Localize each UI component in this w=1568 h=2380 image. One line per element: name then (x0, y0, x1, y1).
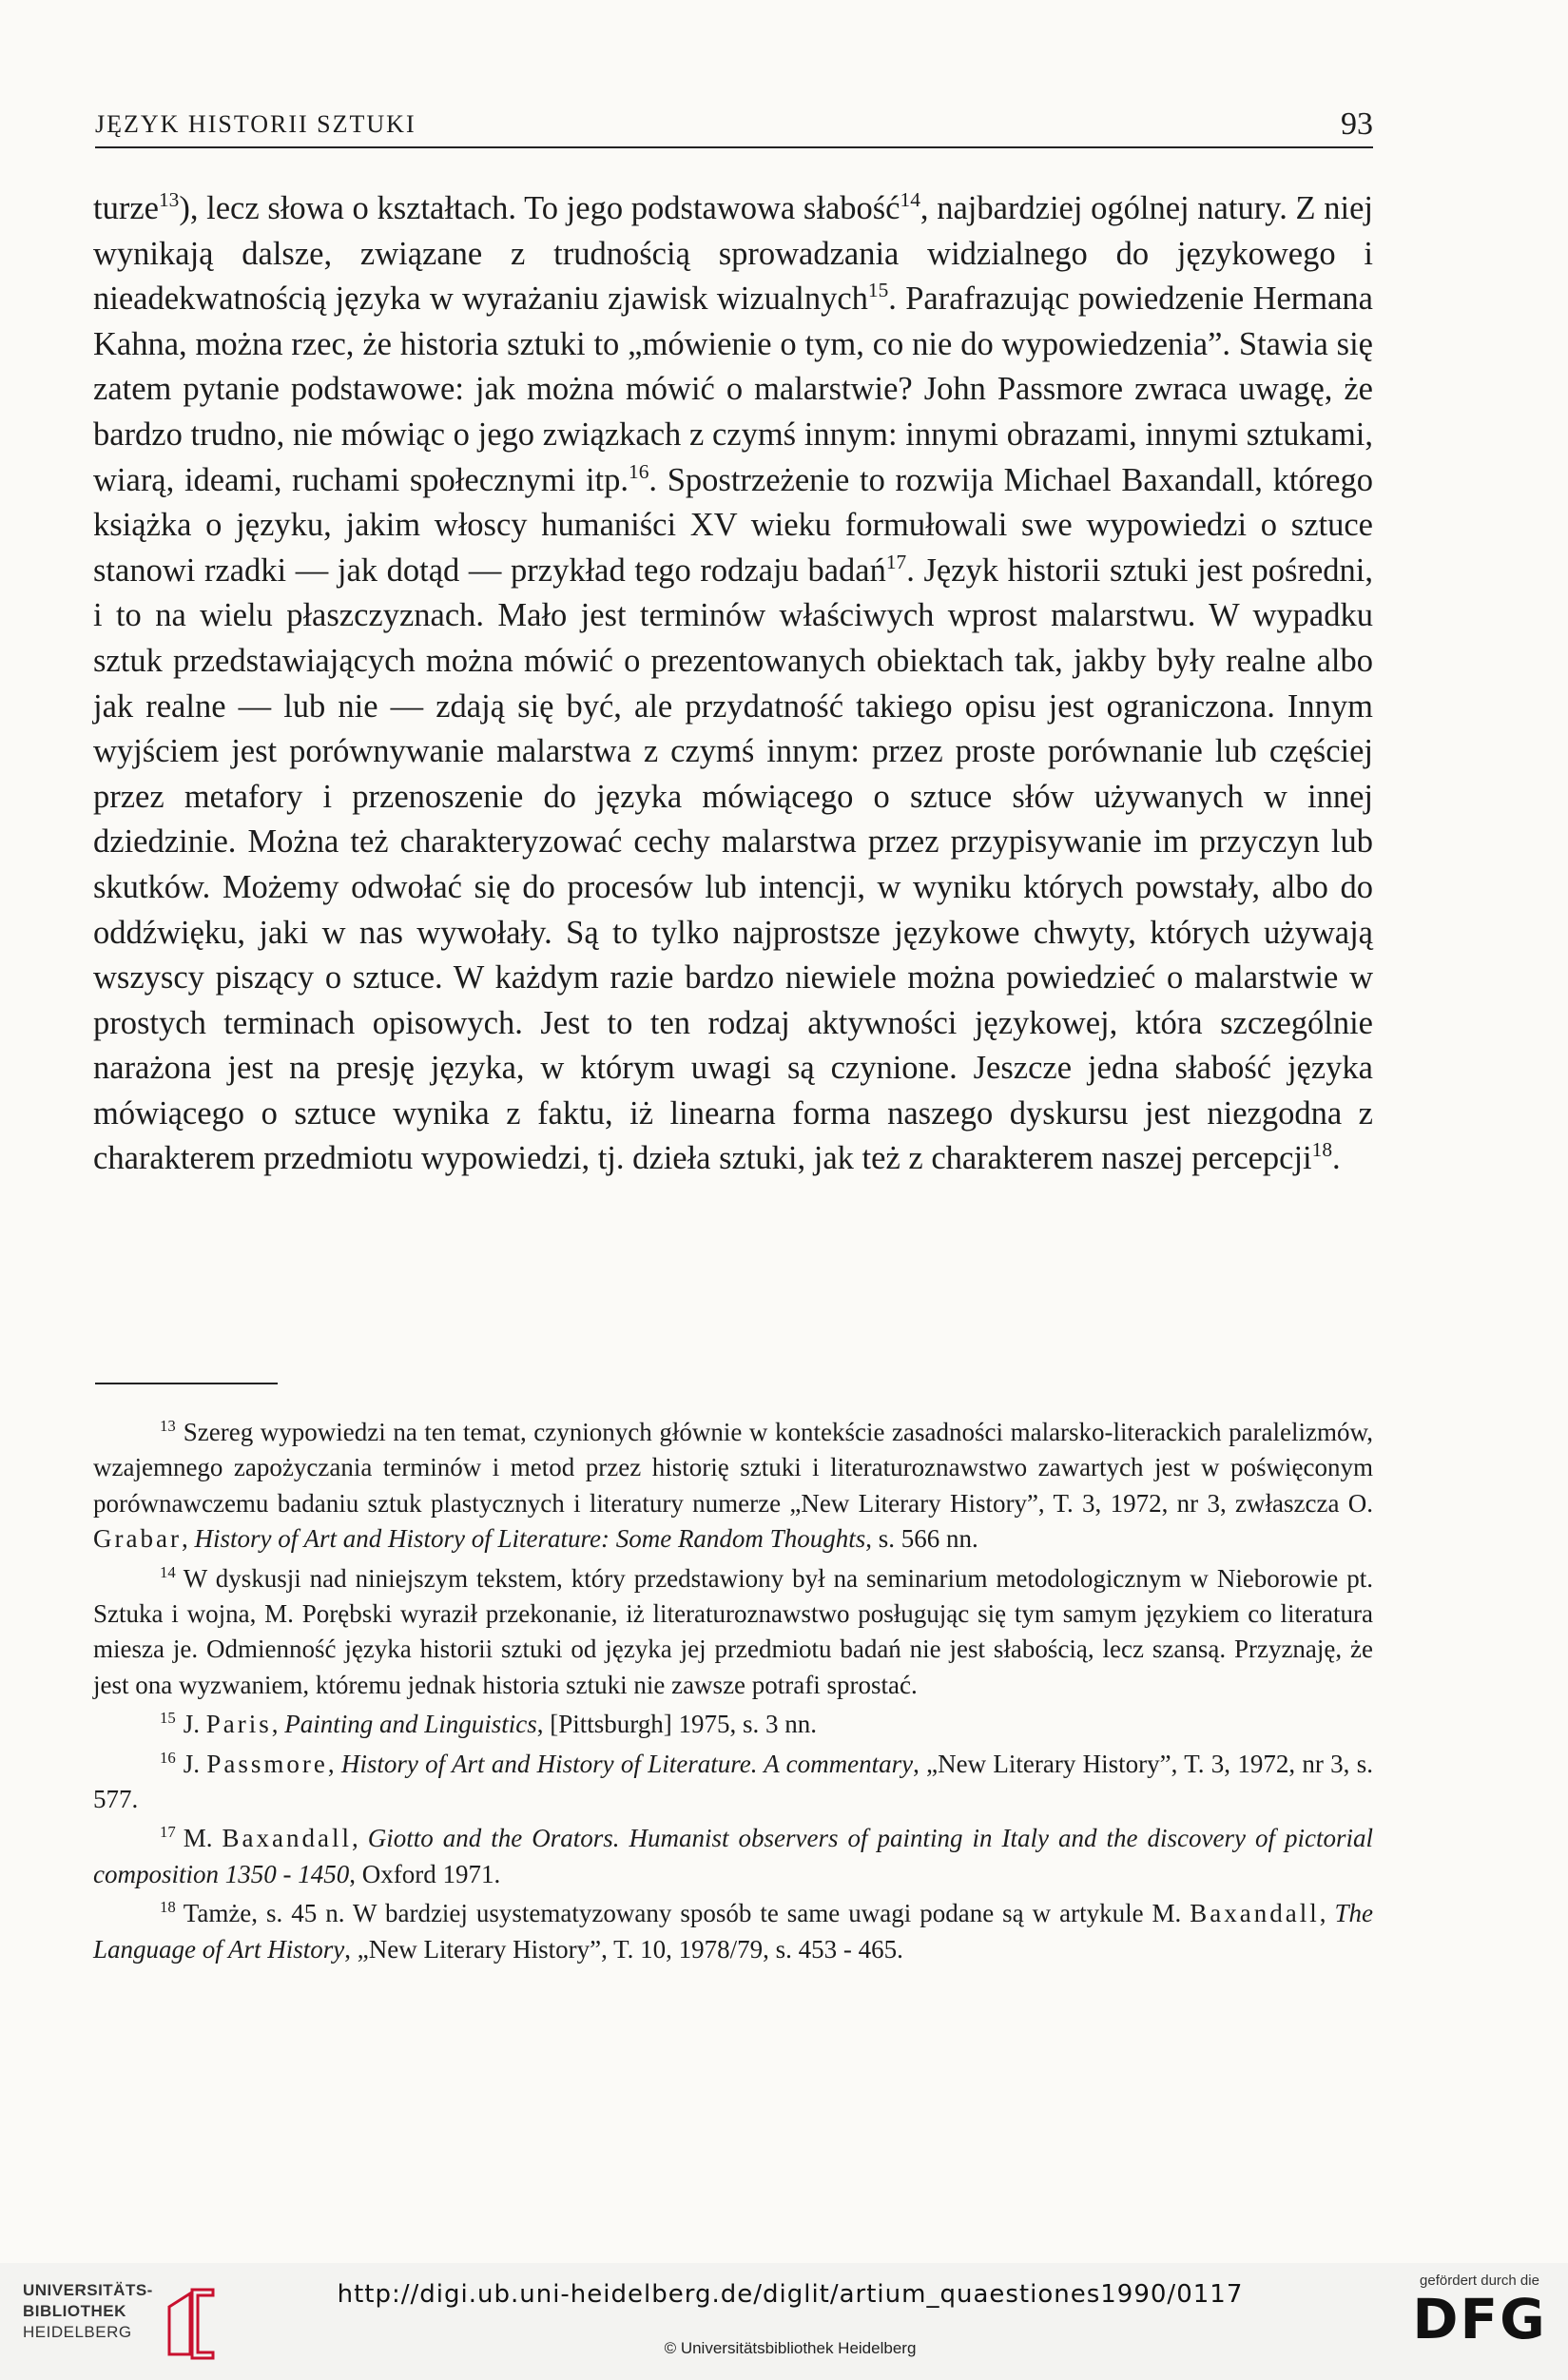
copyright-notice: © Universitätsbibliothek Heidelberg (664, 2339, 917, 2357)
text-span: . Spostrzeżenie to rozwija Michael Baxandall, którego książka o języku, jakim włoscy humaniści XV wieku formułowali swe wypowiedzi o sztuce stanowi rzadki — jak dotąd — przykład tego rodzaju badań (93, 461, 1373, 589)
text-span: , (271, 1710, 285, 1739)
text-span: . (1332, 1140, 1341, 1177)
footnote-14 (93, 1561, 1373, 1704)
work-title: Giotto and the Orators. Humanist observers of painting in Italy and the discovery of pictorial composition 1350 - 1450 (93, 1824, 1373, 1888)
footnote-17 (93, 1821, 1373, 1892)
footnote-ref: 13 (158, 188, 180, 212)
text-span: , Oxford 1971. (349, 1859, 501, 1888)
footnote-ref: 15 (867, 279, 889, 302)
text-span: , (181, 1524, 195, 1554)
text-span: , „New Literary History”, T. 10, 1978/79, s. 453 - 465. (344, 1934, 903, 1964)
text-span: J. (183, 1710, 206, 1739)
text-span: , (327, 1749, 341, 1778)
footnote-ref: 14 (900, 188, 920, 212)
author-name: Paris (205, 1710, 272, 1739)
work-title: Painting and Linguistics (284, 1710, 537, 1739)
footnote-separator (95, 1383, 278, 1384)
paragraph (93, 186, 1373, 1182)
footnote-number: 18 (160, 1898, 176, 1917)
running-head: JĘZYK HISTORII SZTUKI (95, 110, 416, 138)
footnote-ref: 18 (1311, 1138, 1333, 1162)
library-emblem-icon (164, 2286, 217, 2362)
text-span: ), lecz słowa o kształtach. To jego podstawowa słabość (179, 190, 900, 226)
footnote-15 (93, 1707, 1373, 1742)
footnote-number: 13 (160, 1416, 176, 1435)
footnote-number: 16 (160, 1748, 176, 1767)
text-span: W dyskusji nad niniejszym tekstem, który przedstawiony był na seminarium metodologicznym w Nieborowie pt. Sztuka i wojna, M. Porębski wyraził przekonanie, iż literaturoznawstwo posługując się tym samym językiem co literatura miesza je. Odmienność języka historii sztuki od języka jej przedmiotu badań nie jest słabością, lecz szansą. Przyznaję, że jest ona wyzwaniem, któremu jednak historia sztuki nie zawsze potrafi sprostać. (93, 1563, 1373, 1699)
main-text (93, 186, 1373, 1182)
footnote-number: 17 (160, 1823, 176, 1842)
text-span: , najbardziej ogólnej natury. Z niej wynikają dalsze, związane z trudnością sprowadzania widzialnego do językowego i nieadekwatnością języka w wyrażaniu zjawisk wizualnych (93, 190, 1374, 318)
footnote-ref: 16 (629, 459, 649, 483)
work-title: The Language of Art History (93, 1899, 1373, 1964)
text-span: , „New Literary History”, T. 3, 1972, nr 3, s. 577. (93, 1749, 1373, 1814)
page-number: 93 (1341, 106, 1373, 142)
dfg-sponsor[interactable] (1403, 2273, 1556, 2377)
text-span: , s. 566 nn. (865, 1524, 978, 1554)
library-logo[interactable] (23, 2280, 261, 2366)
author-name: Passmore (206, 1749, 328, 1778)
author-name: Grabar (93, 1524, 182, 1554)
library-name-line1: UNIVERSITÄTS- (23, 2281, 153, 2299)
text-span: , (351, 1824, 368, 1853)
permalink-url[interactable]: http://digi.ub.uni-heidelberg.de/diglit/artium_quaestiones1990/0117 (337, 2280, 1244, 2309)
author-name: Baxandall (222, 1824, 352, 1853)
footnote-16 (93, 1747, 1373, 1818)
footnote-number: 15 (160, 1709, 176, 1728)
work-title: History of Art and History of Literature. A commentary (340, 1749, 914, 1778)
sponsor-caption: gefördert durch die (1420, 2273, 1539, 2289)
text-span: . Parafrazując powiedzenie Hermana Kahna, można rzec, że historia sztuki to „mówienie o tym, co nie do wypowiedzenia”. Stawia się zatem pytanie podstawowe: jak można mówić o malarstwie? John Passmore zwraca uwagę, że bardzo trudno, nie mówiąc o jego związkach z czymś innym: innymi obrazami, innymi sztukami, wiarą, ideami, ruchami społecznymi itp. (93, 281, 1373, 498)
text-span: , (1319, 1899, 1335, 1928)
footnote-18 (93, 1896, 1373, 1967)
footnote-ref: 17 (885, 550, 907, 573)
footnote-number: 14 (160, 1562, 176, 1581)
dfg-logo: DFG (1412, 2287, 1547, 2351)
work-title: History of Art and History of Literature: Some Random Thoughts (194, 1524, 866, 1554)
text-span: Tamże, s. 45 n. W bardziej usystematyzowany sposób te same uwagi podane są w artykule M. (183, 1899, 1191, 1928)
author-name: Baxandall (1190, 1899, 1320, 1928)
library-name-line3: HEIDELBERG (23, 2323, 132, 2341)
text-span: , [Pittsburgh] 1975, s. 3 nn. (536, 1710, 818, 1739)
footnote-13 (93, 1415, 1373, 1558)
text-span: J. (183, 1749, 207, 1778)
digitization-banner (0, 2263, 1568, 2380)
footnotes (93, 1415, 1373, 1971)
text-span: M. (183, 1824, 223, 1853)
text-span: turze (93, 190, 159, 226)
text-span: Szereg wypowiedzi na ten temat, czynionych głównie w kontekście zasadności malarsko-literackich paralelizmów, wzajemnego zapożyczania terminów i metod przez historię sztuki i literaturoznawstwo zawartych jest w poświęconym porównawczemu badaniu sztuk plastycznych i literatury numerze „New Literary History”, T. 3, 1972, nr 3, zwłaszcza O. (93, 1418, 1373, 1518)
text-span: . Język historii sztuki jest pośredni, i to na wielu płaszczyznach. Mało jest terminów właściwych wprost malarstwu. W wypadku sztuk przedstawiających można mówić o prezentowanych obiektach tak, jakby były realne albo jak realne — lub nie — zdają się być, ale przydatność takiego opisu jest ograniczona. Innym wyjściem jest porównywanie malarstwa z czymś innym: przez proste porównanie lub częściej przez metafory i przenoszenie do języka mówiącego o sztuce słów używanych w innej dziedzinie. Można też charakteryzować cechy malarstwa przez przypisywanie im przyczyn lub skutków. Możemy odwołać się do procesów lub intencji, w wyniku których powstały, albo do oddźwięku, jaki w nas wywołały. Są to tylko najprostsze językowe chwyty, których używają wszyscy piszący o sztuce. W każdym razie bardzo niewiele można powiedzieć o malarstwie w prostych terminach opisowych. Jest to ten rodzaj aktywności językowej, która szczególnie narażona jest na presję języka, w którym uwagi są czynione. Jeszcze jedna słabość języka mówiącego o sztuce wynika z faktu, iż linearna forma naszego dyskursu jest niezgodna z charakterem przedmiotu wypowiedzi, tj. dzieła sztuki, jak też z charakterem naszej percepcji (93, 551, 1373, 1177)
page-header (95, 103, 1373, 148)
library-name-line2: BIBLIOTHEK (23, 2302, 126, 2320)
